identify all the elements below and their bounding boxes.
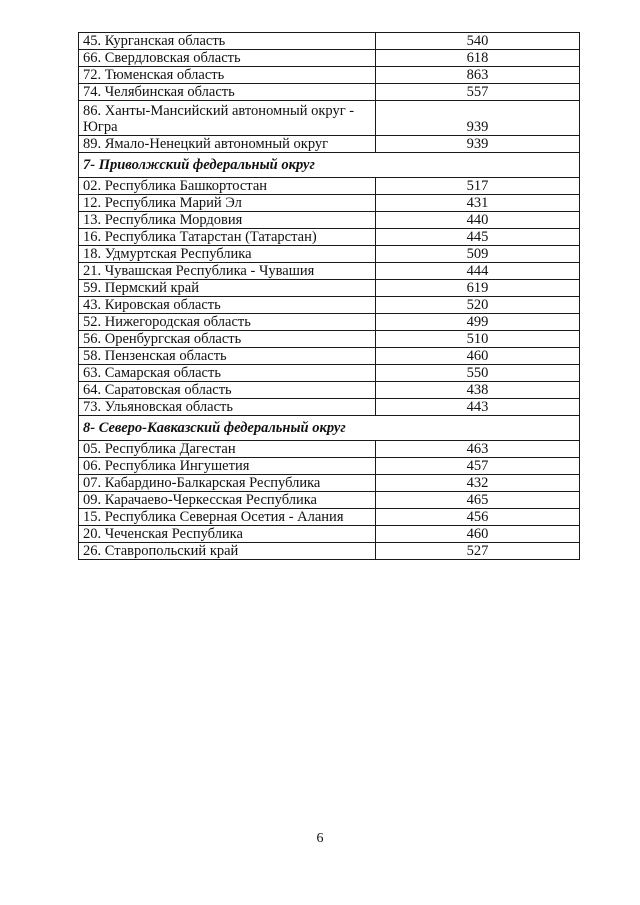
value-cell: 618 — [376, 50, 580, 67]
table-row — [79, 492, 580, 509]
region-name-cell: 09. Карачаево-Черкесская Республика — [79, 492, 376, 509]
region-name-cell: 58. Пензенская область — [79, 348, 376, 365]
table-row — [79, 84, 580, 101]
region-name-cell: 12. Республика Марий Эл — [79, 195, 376, 212]
table-row — [79, 33, 580, 50]
value-cell: 463 — [376, 441, 580, 458]
table-row — [79, 67, 580, 84]
value-cell: 445 — [376, 229, 580, 246]
region-name-cell: 64. Саратовская область — [79, 382, 376, 399]
table-row — [79, 458, 580, 475]
table-row — [79, 526, 580, 543]
value-cell: 863 — [376, 67, 580, 84]
region-name-cell: 59. Пермский край — [79, 280, 376, 297]
value-cell: 527 — [376, 543, 580, 560]
value-cell: 457 — [376, 458, 580, 475]
value-cell: 517 — [376, 178, 580, 195]
region-name-cell: 06. Республика Ингушетия — [79, 458, 376, 475]
table-row — [79, 441, 580, 458]
value-cell: 540 — [376, 33, 580, 50]
value-cell: 509 — [376, 246, 580, 263]
table-row — [79, 297, 580, 314]
table-row — [79, 178, 580, 195]
value-cell: 460 — [376, 348, 580, 365]
table-row — [79, 509, 580, 526]
value-cell: 460 — [376, 526, 580, 543]
value-cell: 444 — [376, 263, 580, 280]
value-cell: 550 — [376, 365, 580, 382]
region-name-cell: 74. Челябинская область — [79, 84, 376, 101]
value-cell: 557 — [376, 84, 580, 101]
value-cell: 432 — [376, 475, 580, 492]
value-cell: 431 — [376, 195, 580, 212]
section-header-row — [79, 153, 580, 178]
table-row — [79, 399, 580, 416]
table-row — [79, 136, 580, 153]
table-row — [79, 543, 580, 560]
table-row — [79, 263, 580, 280]
table-row — [79, 195, 580, 212]
table-row — [79, 246, 580, 263]
region-name-cell: 02. Республика Башкортостан — [79, 178, 376, 195]
table-row — [79, 280, 580, 297]
value-cell: 939 — [376, 136, 580, 153]
region-name-cell: 13. Республика Мордовия — [79, 212, 376, 229]
table-row — [79, 348, 580, 365]
region-name-cell: 52. Нижегородская область — [79, 314, 376, 331]
table-row — [79, 101, 580, 136]
region-name-cell: 89. Ямало-Ненецкий автономный округ — [79, 136, 376, 153]
region-name-cell: 45. Курганская область — [79, 33, 376, 50]
table-row — [79, 331, 580, 348]
table-body — [79, 33, 580, 560]
region-name-cell: 26. Ставропольский край — [79, 543, 376, 560]
region-name-cell: 05. Республика Дагестан — [79, 441, 376, 458]
region-name-cell: 63. Самарская область — [79, 365, 376, 382]
value-cell: 465 — [376, 492, 580, 509]
value-cell: 456 — [376, 509, 580, 526]
table-row — [79, 475, 580, 492]
table-row — [79, 382, 580, 399]
section-title: 7- Приволжский федеральный округ — [79, 153, 580, 178]
value-cell: 440 — [376, 212, 580, 229]
region-name-cell: 18. Удмуртская Республика — [79, 246, 376, 263]
page-number: 6 — [316, 831, 324, 846]
value-cell: 939 — [376, 101, 580, 136]
table-row — [79, 50, 580, 67]
region-name-cell: 43. Кировская область — [79, 297, 376, 314]
region-name-cell: 56. Оренбургская область — [79, 331, 376, 348]
value-cell: 520 — [376, 297, 580, 314]
value-cell: 619 — [376, 280, 580, 297]
table-row — [79, 365, 580, 382]
value-cell: 499 — [376, 314, 580, 331]
region-name-cell: 21. Чувашская Республика - Чувашия — [79, 263, 376, 280]
region-values-table — [78, 32, 580, 560]
table-row — [79, 314, 580, 331]
value-cell: 510 — [376, 331, 580, 348]
table-row — [79, 229, 580, 246]
region-name-cell: 07. Кабардино-Балкарская Республика — [79, 475, 376, 492]
section-title: 8- Северо-Кавказский федеральный округ — [79, 416, 580, 441]
section-header-row — [79, 416, 580, 441]
region-name-cell: 20. Чеченская Республика — [79, 526, 376, 543]
region-name-cell: 86. Ханты-Мансийский автономный округ - Югра — [79, 101, 376, 136]
value-cell: 443 — [376, 399, 580, 416]
region-name-cell: 72. Тюменская область — [79, 67, 376, 84]
region-name-cell: 73. Ульяновская область — [79, 399, 376, 416]
region-name-cell: 16. Республика Татарстан (Татарстан) — [79, 229, 376, 246]
value-cell: 438 — [376, 382, 580, 399]
region-name-cell: 66. Свердловская область — [79, 50, 376, 67]
region-name-cell: 15. Республика Северная Осетия - Алания — [79, 509, 376, 526]
table-row — [79, 212, 580, 229]
